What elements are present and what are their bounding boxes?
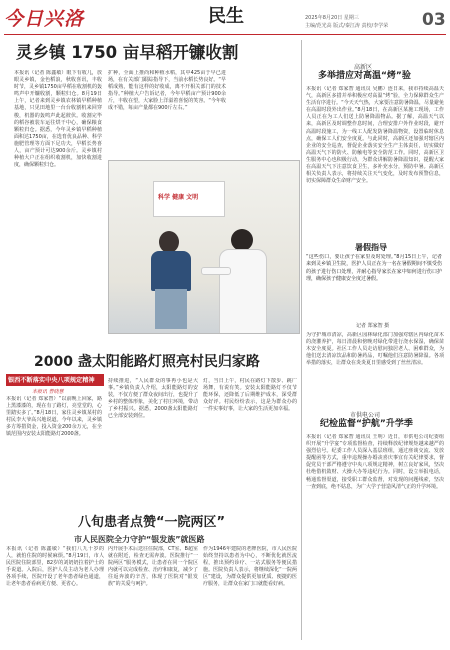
nurse-figure xyxy=(213,227,277,333)
hospital-subheadline: 市人民医院全力守护“银发族”就医路 xyxy=(74,535,205,544)
section-title: 民生 xyxy=(208,6,244,27)
masthead xyxy=(0,0,450,40)
newspaper-logo: 今日兴洛 xyxy=(4,8,85,30)
streetlight-dateline: 本报讯 曾晓慧 xyxy=(32,389,64,395)
side-story-2-kicker: 市供电公司 xyxy=(350,412,381,419)
lead-col-1: 本报讯（记者 陈鑫敏）眼下有收几，放眼灵乡镇，金色稻浪，秋收喜讯，丰收时节，灵乡镇1750亩早稻在收割机的轰鸣声中开镰收割，颗粒归仓。8月19日上午，记者来到灵乡镇农林镇早稻种植基地，只见田地里一台台收割机来回穿梭，机器的轰鸣声此起彼伏。收割完毕的稻谷被装车运往烘干中心，确保粮食颗粒归仓。据悉，今年灵乡镇早稻种植面积达1750亩，在选育优良品种、科学施肥管理等方面下足功夫，早稻长势喜人，亩产预计可达900余斤。灵乡镇村种植大户正在组织收割机，加快收割进度，确保颗粒归仓。 xyxy=(14,70,102,169)
date-line: 2025年8月20日 星期三 xyxy=(305,15,359,21)
side-story-2-headline: 纪检监督“护航”升学季 xyxy=(320,419,413,429)
photo-caption-title: 暑假指导 xyxy=(355,243,387,252)
streetlight-col-1: 本报讯（记者 郑家智）“以前晚上回家，路上黑漆漆的，现在有了路灯，亮堂堂的，心里踏实多了。”8月18日，家住灵乡镇某村的村民李大爷高兴地说道。今年以来，灵乡镇多方筹措资金，投入资金200余万元，在全镇范围内安装太阳能路灯2000盏。 xyxy=(6,396,102,438)
news-photo xyxy=(108,160,300,334)
streetlight-col-2: 持续推进，“人民群众的事再小也是大事。”乡镇负责人介绍，太阳能路灯的安装，不仅方便了群众夜间出行，也提升了乡村的整体形象，美化了村庄环境，带动了乡村振兴。据悉，2000盏太阳能路灯已全部安装到位。 xyxy=(108,378,198,420)
wall-sign xyxy=(153,181,225,217)
masthead-rule xyxy=(4,34,446,35)
side-story-2-body: 本报讯（记者 郑家智 通讯员 王明）近日，市供电公司纪委组织开展“升学宴”专项监督检查，持续释放纪律规矩越来越严的强烈信号。纪委工作人员深入基层班组，通过座谈交流、发放提醒函等方式，重申违规操办婚丧喜庆事宜有关纪律要求，督促党员干部严格遵守中央八项规定精神，树立良好家风，坚决杜绝借机敛财、大操大办等违纪行为。同时，设立举报电话，畅通监督渠道，接受职工群众监督，对发现的问题线索，坚决一查到底，绝不姑息，为广大学子营造风清气正的升学环境。 xyxy=(306,434,444,490)
lead-headline: 灵乡镇 1750 亩早稻开镰收割 xyxy=(16,43,239,62)
editors-line: 主编/范光高 版式/秦江涛 责校/李学荣 xyxy=(305,23,389,29)
streetlight-headline: 2000 盏太阳能路灯照亮村民归家路 xyxy=(34,354,260,370)
side-story-1-body: 本报讯（记者 郑家智 通讯员 吴鹏）连日来，我市持续高温天气，高新区多措并举积极应对高温“烤”验，全力保障群众生产生活有序进行。“今天天气热，大家要注意防暑降温，尽量避免在高温时段外出作业。”8月18日，在高新区某施工现场，工作人员正在为工人们送上防暑降温物品。据了解，高温天气以来，高新区及时调整作息时间，合理安排户外作业时段，避开高温时段施工，为一线工人配发防暑降温物资，设置临时休息点，确保工人们安全度夏。与此同时，高新区还加强对辖区内企业的安全巡查，督促企业落实安全生产主体责任，切实做好高温天气下的防火、防触电等安全防范工作。同时，高新区卫生服务中心也积极行动，为群众讲解防暑降温知识，提醒大家在高温天气下注意饮食卫生，多补充水分，预防中暑。高新区相关负责人表示，将持续关注天气变化，及时发布预警信息，切实保障群众生命财产安全。 xyxy=(306,86,444,185)
child-figure xyxy=(147,231,195,331)
page-number: 03 xyxy=(422,10,446,30)
hospital-col-2: 内开展手术后送往住院部，CT室、B超室就在附近，检查无需奔波。医院推行“一院两区”服务模式，让患者在同一个院区内就可以完成检查、治疗和康复，减少了往返奔波的辛苦，体现了医院对“银发族”的关爱与呵护。 xyxy=(108,546,198,588)
column-divider xyxy=(301,40,302,640)
streetlight-banner xyxy=(6,374,104,386)
hospital-col-3: 作为1946年建院的老牌医院，市人民医院始终坚持以患者为中心，不断优化就医流程，推出预约诊疗、一站式服务等便民措施。医院负责人表示，将继续深化“一院两区”建设，为群众提供更加优质、便捷的医疗服务，让群众在家门口就能看好病。 xyxy=(203,546,297,588)
side-story-1-body-2: 为守护城市清凉，高新区园林绿化部门加强对辖区内绿化苗木的浇灌养护，每日清晨和傍晚对绿化带进行浇水保湿，确保苗木安全度夏。社区工作人员走访慰问独居老人、困难群众，为他们送去清凉饮品和防暑药品，叮嘱他们注意防暑降温。各项举措的落实，让群众在炎炎夏日里感受到了丝丝清凉。 xyxy=(306,332,444,367)
side-story-1-kicker: 高新区 xyxy=(354,64,373,71)
hospital-col-1: 本报讯（记者 陈鑫敏）“我们八九十岁的人，就怕住院的时候麻烦。”8月19日，市人民医院住院部里，82岁的刘奶奶拉着护士的手说道。入院后，医护人员主动为老人办理各项手续，医院开设了老年患者绿色通道，让老年患者看病更方便、更省心。 xyxy=(6,546,104,588)
lead-col-2: 扩种，全面上推尚和种植水稻，其中425亩于早已进场，在有关部门跟踪指导下，当前水稻长势良好。“早稻成熟，能有这样的好收成，离不开相关部门的技术指导。”种植大户告诉记者，今年早稻亩产预计900余斤，丰收在望，大家脸上洋溢着喜悦的笑容。“今年收成不错，每亩产量都在900斤左右。” xyxy=(108,70,226,112)
photo-caption-body: “这些伤口，要让孩子在家里及时处理。”8月15日上午，记者来到灵乡镇卫生院，医护人员正在为一名在暑假期间不慎受伤的孩子进行伤口处理，并耐心指导家长在家中如何进行伤口护理，确保孩子健康安全度过暑假。 xyxy=(306,254,442,283)
streetlight-col-3: 灯，当日上午，村民在路灯下散步、跳广场舞，有说有笑。安装太阳能路灯不仅节能环保，还降低了后期维护成本，深受群众好评。村民纷纷表示，这是为群众办的一件实事好事，让大家的生活更加幸福。 xyxy=(203,378,297,413)
wall-sign-text: 科学 健康 文明 xyxy=(158,194,199,201)
streetlight-subheadline: 银西不断落实中央八项规定精神 xyxy=(8,377,95,384)
hospital-headline: 八旬患者点赞“一院两区” xyxy=(78,515,226,530)
side-story-1-headline: 多举措应对高温“烤”验 xyxy=(318,71,411,81)
photo-credit: 记者 郑家智 摄 xyxy=(356,323,390,329)
